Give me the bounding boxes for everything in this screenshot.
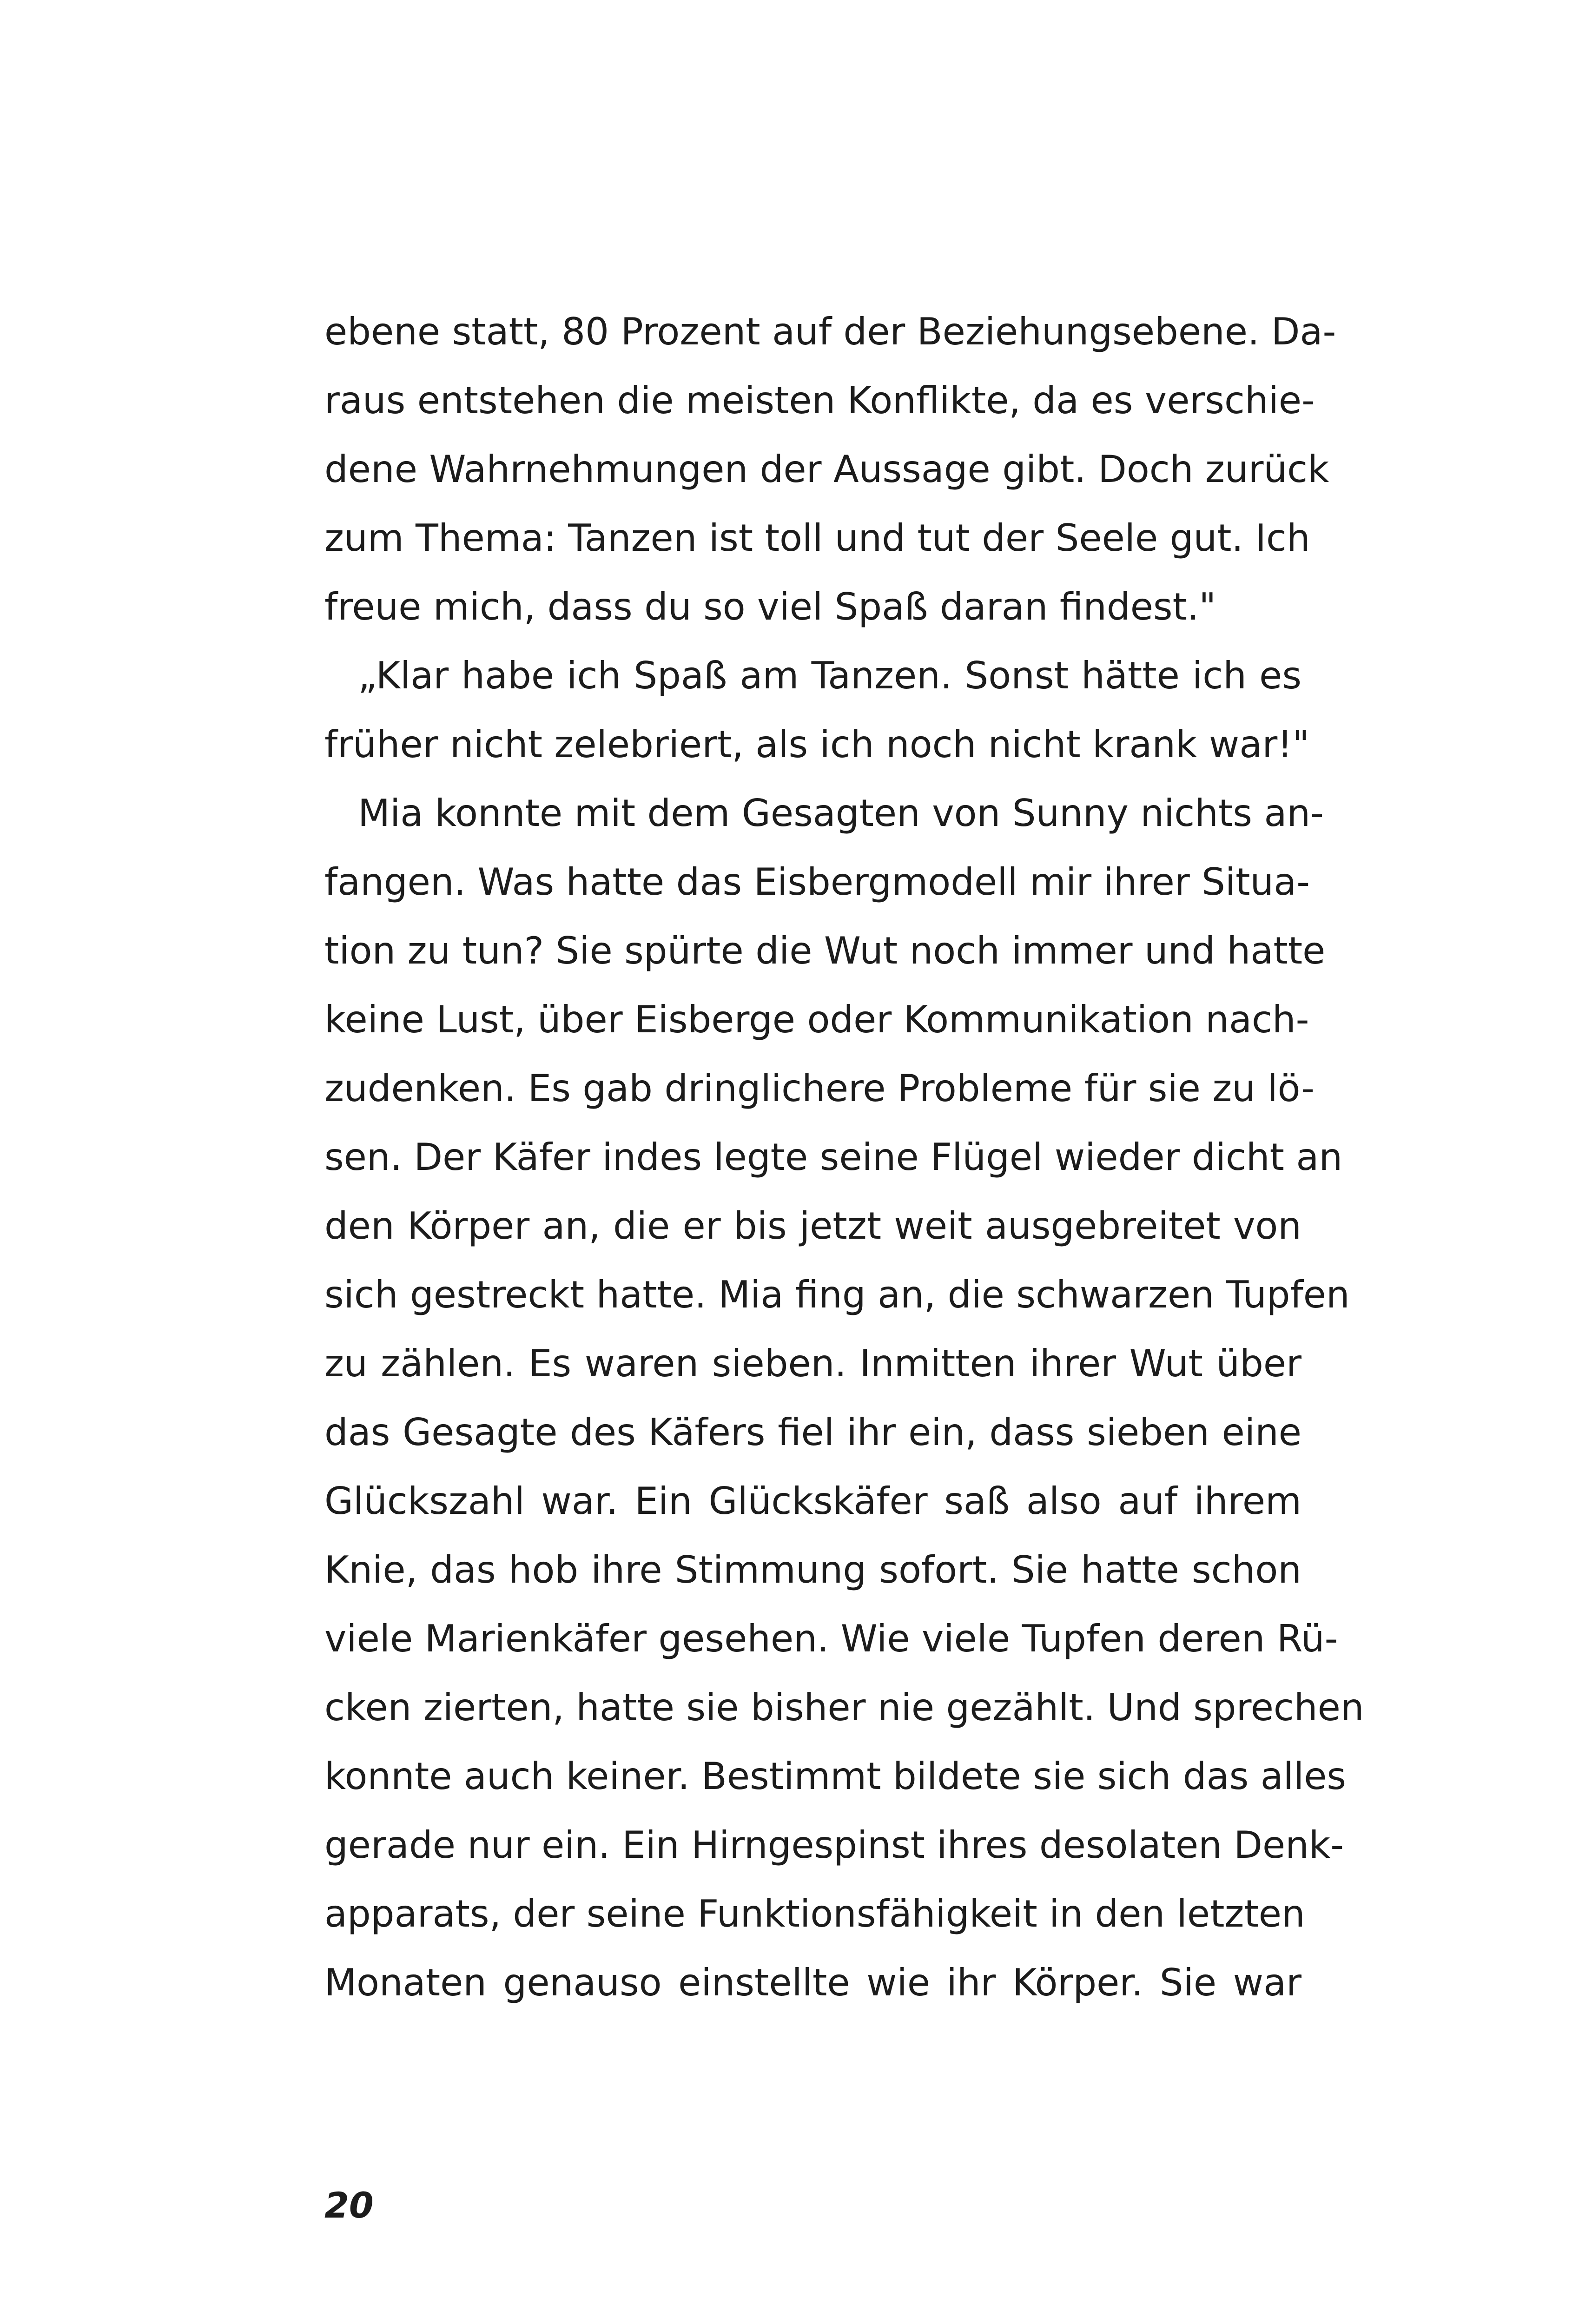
text-line: „Klar habe ich Spaß am Tanzen. Sonst hätte ich es [358, 654, 1301, 697]
text-line: cken zierten, hatte sie bisher nie gezählt. Und sprechen [324, 1686, 1364, 1729]
text-line: viele Marienkäfer gesehen. Wie viele Tupfen deren Rü- [324, 1617, 1338, 1660]
text-line: freue mich, dass du so viel Spaß daran findest." [324, 585, 1216, 628]
text-line: gerade nur ein. Ein Hirngespinst ihres desolaten Denk- [324, 1823, 1344, 1867]
text-line: ebene statt, 80 Prozent auf der Beziehungsebene. Da- [324, 310, 1336, 353]
page-number: 20 [324, 2185, 374, 2226]
text-line: apparats, der seine Funktionsfähigkeit in den letzten [324, 1892, 1305, 1935]
text-line: raus entstehen die meisten Konflikte, da es verschie- [324, 379, 1315, 422]
text-line: früher nicht zelebriert, als ich noch nicht krank war!" [324, 723, 1310, 766]
text-line: dene Wahrnehmungen der Aussage gibt. Doch zurück [324, 448, 1329, 491]
text-line: fangen. Was hatte das Eisbergmodell mir ihrer Situa- [324, 860, 1310, 904]
text-line: sich gestreckt hatte. Mia fing an, die schwarzen Tupfen [324, 1273, 1350, 1316]
text-line: zum Thema: Tanzen ist toll und tut der Seele gut. Ich [324, 516, 1310, 560]
text-line: zu zählen. Es waren sieben. Inmitten ihrer Wut über [324, 1342, 1301, 1385]
text-line: zudenken. Es gab dringlichere Probleme für sie zu lö- [324, 1067, 1315, 1110]
text-line: konnte auch keiner. Bestimmt bildete sie sich das alles [324, 1755, 1347, 1798]
text-line: den Körper an, die er bis jetzt weit ausgebreitet von [324, 1204, 1301, 1248]
text-line: Mia konnte mit dem Gesagten von Sunny nichts an- [358, 792, 1324, 835]
text-line: das Gesagte des Käfers fiel ihr ein, dass sieben eine [324, 1411, 1301, 1454]
text-line: keine Lust, über Eisberge oder Kommunikation nach- [324, 998, 1309, 1041]
text-line: tion zu tun? Sie spürte die Wut noch immer und hatte [324, 929, 1326, 972]
text-line: Knie, das hob ihre Stimmung sofort. Sie hatte schon [324, 1548, 1301, 1591]
text-line: sen. Der Käfer indes legte seine Flügel wieder dicht an [324, 1136, 1343, 1179]
body-text [324, 297, 1364, 2017]
text-line: Glückszahl war. Ein Glückskäfer saß also auf ihrem [324, 1479, 1301, 1523]
text-line: Monaten genauso einstellte wie ihr Körper. Sie war [324, 1961, 1301, 2004]
